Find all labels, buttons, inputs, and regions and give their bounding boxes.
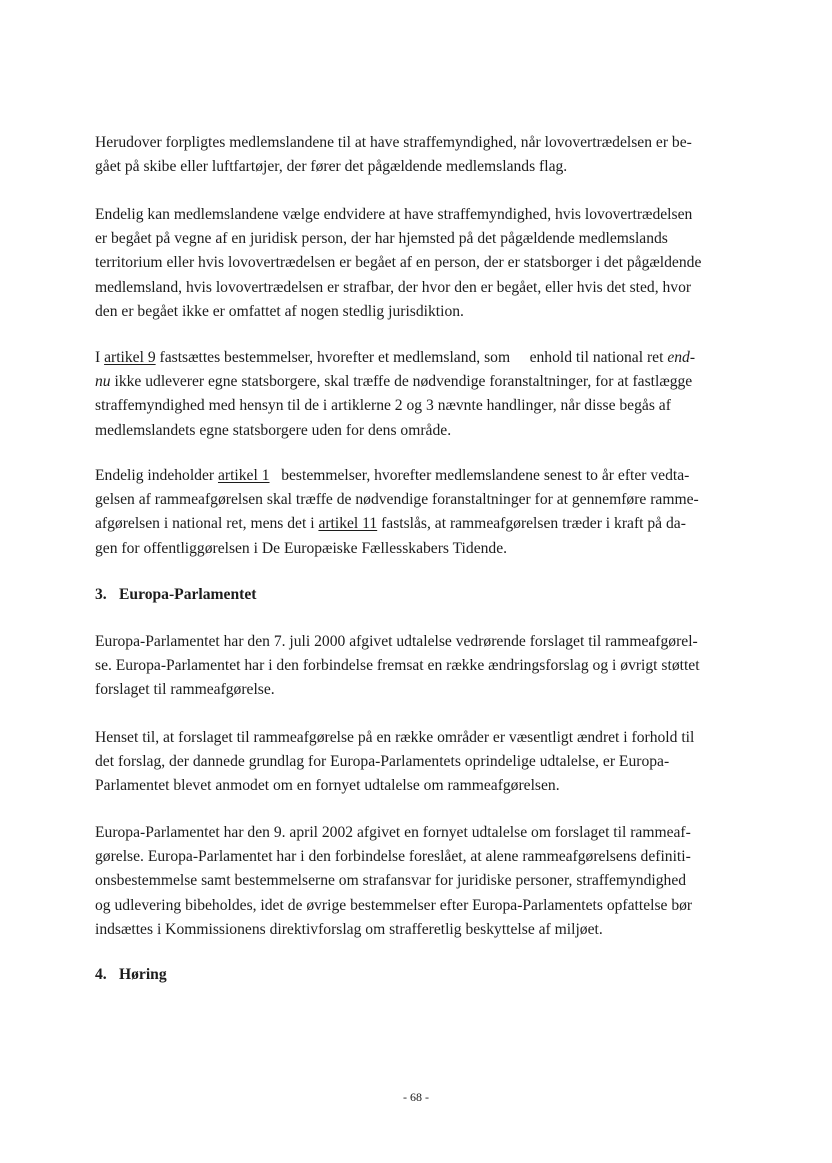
text-line: Herudover forpligtes medlemslandene til at have straffemyndighed, når lovovertrædelsen er be- xyxy=(95,134,692,151)
section-number: 3. xyxy=(95,586,107,603)
text-line: gen for offentliggørelsen i De Europæiske Fællesskabers Tidende. xyxy=(95,539,508,557)
section-number: 4. xyxy=(95,966,107,983)
text-line: Parlamentet blevet anmodet om en fornyet udtalelse om rammeafgørelsen. xyxy=(95,777,560,795)
text-fragment: Endelig indeholder xyxy=(95,467,218,484)
paragraph-renewed-request xyxy=(95,726,755,799)
text-fragment: fastslås, at rammeafgørelsen træder i kraft på da- xyxy=(377,515,686,533)
text-line: medlemslandets egne statsborgere uden for dens område. xyxy=(95,421,452,439)
text-fragment: fastsættes bestemmelser, hvorefter et medlemsland, som enhold til national ret xyxy=(155,349,668,366)
text-line: gået på skibe eller luftfartøjer, der fører det pågældende medlemslands flag. xyxy=(95,158,568,176)
text-line: se. Europa-Parlamentet har i den forbindelse fremsat en række ændringsforslag og i øvrigt støttet xyxy=(95,657,700,675)
text-fragment: ikke udleverer egne statsborgere, skal træffe de nødvendige foranstaltninger, for at fastlægge xyxy=(110,373,693,391)
text-line: den er begået ikke er omfattet af nogen stedlig jurisdiktion. xyxy=(95,302,464,320)
italic-text: end- xyxy=(667,349,696,366)
paragraph-parliament-opinion xyxy=(95,630,755,703)
text-line: medlemsland, hvis lovovertrædelsen er strafbar, der hvor den er begået, eller hvis det sted, hvor xyxy=(95,278,692,296)
text-line: og udlevering bibeholdes, idet de øvrige bestemmelser efter Europa-Parlamentets opfattelse bør xyxy=(95,896,693,914)
text-line xyxy=(95,370,755,394)
article-9-link[interactable]: artikel 9 xyxy=(104,349,156,366)
paragraph-renewed-opinion xyxy=(95,821,755,942)
text-line xyxy=(95,464,755,488)
italic-text: nu xyxy=(95,373,111,391)
text-line: straffemyndighed med hensyn til de i artiklerne 2 og 3 nævnte handlinger, når disse begås af xyxy=(95,397,671,415)
text-fragment: bestemmelser, hvorefter medlemslandene senest to år efter vedta- xyxy=(269,467,690,484)
page-number: - 68 - xyxy=(403,1090,429,1104)
text-fragment: I xyxy=(95,349,105,366)
text-fragment: afgørelsen i national ret, mens det i xyxy=(95,515,319,533)
paragraph-optional-jurisdiction xyxy=(95,203,755,324)
section-heading-horing xyxy=(95,966,167,984)
section-heading-europa-parlamentet xyxy=(95,586,256,604)
text-line: territorium eller hvis lovovertrædelsen er begået af en person, der er statsborger i det pågældende xyxy=(95,254,702,272)
text-line: gørelse. Europa-Parlamentet har i den forbindelse foreslået, at alene rammeafgørelsens definiti- xyxy=(95,848,691,866)
section-title: Europa-Parlamentet xyxy=(119,586,257,603)
text-line xyxy=(95,512,755,536)
text-line: Europa-Parlamentet har den 7. juli 2000 afgivet udtalelse vedrørende forslaget til rammeafgørel- xyxy=(95,633,698,650)
text-line: det forslag, der dannede grundlag for Europa-Parlamentets oprindelige udtalelse, er Europa- xyxy=(95,753,670,771)
text-line: Henset til, at forslaget til rammeafgørelse på en række områder er væsentligt ændret i forhold til xyxy=(95,729,695,746)
text-line: er begået på vegne af en juridisk person, der har hjemsted på det pågældende medlemslands xyxy=(95,230,668,248)
section-title: Høring xyxy=(119,966,167,983)
text-line: gelsen af rammeafgørelsen skal træffe de nødvendige foranstaltninger for at gennemføre ramme- xyxy=(95,491,699,509)
text-line: forslaget til rammeafgørelse. xyxy=(95,681,275,699)
article-11-link[interactable]: artikel 11 xyxy=(318,515,378,533)
article-10-link[interactable]: artikel 1 xyxy=(217,467,270,484)
paragraph-article-10-11 xyxy=(95,464,755,561)
paragraph-article-9 xyxy=(95,346,755,443)
paragraph-jurisdiction-ships xyxy=(95,131,755,179)
text-line xyxy=(95,346,755,370)
text-line: onsbestemmelse samt bestemmelserne om strafansvar for juridiske personer, straffemyndighed xyxy=(95,872,687,890)
text-line: indsættes i Kommissionens direktivforslag om strafferetlig beskyttelse af miljøet. xyxy=(95,920,603,938)
text-line: Endelig kan medlemslandene vælge endvidere at have straffemyndighed, hvis lovovertrædelsen xyxy=(95,206,693,223)
text-line: Europa-Parlamentet har den 9. april 2002 afgivet en fornyet udtalelse om forslaget til rammeaf- xyxy=(95,824,691,841)
